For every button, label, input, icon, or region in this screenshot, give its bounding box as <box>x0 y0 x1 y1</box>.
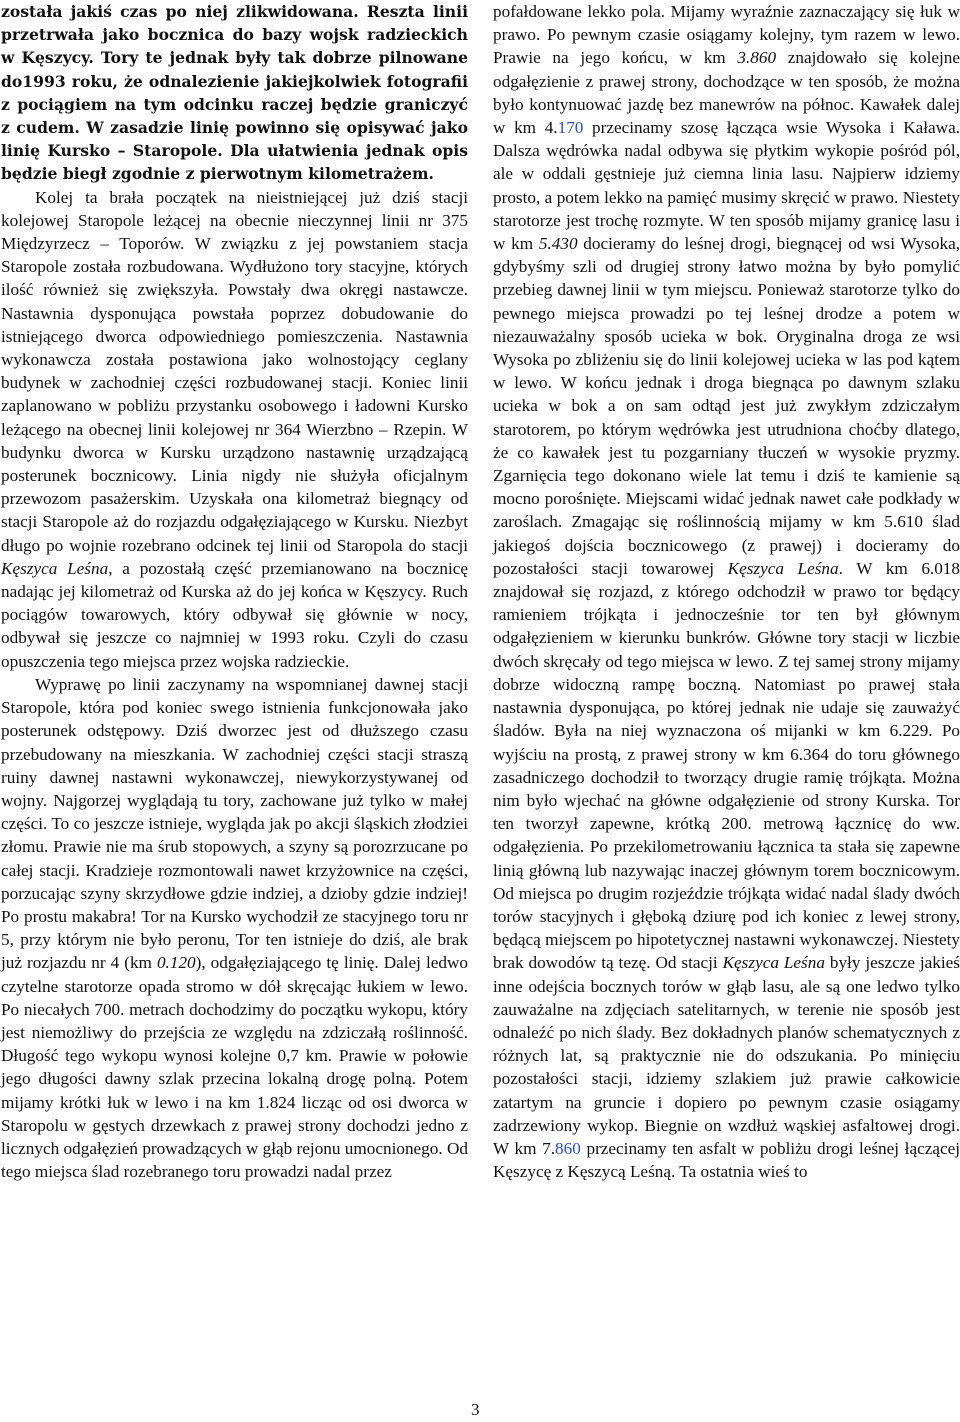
km-value-italic: 0.120 <box>156 953 196 973</box>
cont-text-e: . W km 6.018 znajdował się rozjazd, z którego odchodził w prawo tor będący ramieniem trójkąta i jednocześnie tor ten był głównym odgałęzieniem w kierunku bunkrów. Główne tory stacji w liczbie dwóch skręcały od tego miejsca w lewo. Z tej samej strony mijamy dobrze widoczną rampę boczną. Natomiast po prawej stała nastawnia dysponująca, po której jednak nie udaje się zauważyć śladów. Była na niej wyznaczona oś mijanki w km 6.229. Po wyjściu na prostą, z prawej strony w km 6.364 do toru głównego zasadniczego dochodził to tworzący drugie ramię trójkąta. Można nim było wjechać na główne odgałęzienie od strony Kurska. Tor ten tworzył zapewne, krótką 200. metrową łącznicę do ww. odgałęzienia. Po przekilometrowaniu łącznica ta stała się zapewne linią główną lub nazywając inaczej głównym torem bocznicowym. Od miejsca po drugim rozjeździe trójkąta widać nadal ślady dwóch torów stacyjnych i głęboką dziurę pod ich koniec z lewej strony, będącą miejscem po hipotetycznej nastawni wykonawczej. Niestety brak dowodów tą tezę. Od stacji <box>493 558 960 973</box>
history-paragraph <box>1 186 468 673</box>
cont-text-d: docieramy do leśnej drogi, biegnącej od wsi Wysoka, gdybyśmy szli od drugiej strony łatwo można by było pomylić przebieg dawnej linii w tym miejscu. Ponieważ starotorze tylko do pewnego miejsca prowadzi po tej leśnej drodze a potem w niezauważalny sposób ucieka w bok. Oryginalna droga ze wsi Wysoka po zbliżeniu się do linii kolejowej ucieka w las pod kątem w lewo. W końcu jednak i droga biegnąca po dawnym szlaku ucieka w bok a on sam odtąd jest już zwykłym zdziczałym starotorem, po którym wędrówka jest utrudniona choćby dlatego, że co kawałek jest tu pozgarniany tłuczeń w wysokie pryzmy. Zgarnięcia tego dokonano wiele lat temu i dziś te kamienie są mocno porośnięte. Miejscami widać jednak nawet całe podkłady w zaroślach. Zmagając się roślinnością mijamy w km 5.610 ślad jakiegoś dojścia bocznicowego (z prawej) i docieramy do pozostałości stacji towarowej <box>493 234 960 578</box>
km-4170-a: 4. <box>544 118 558 138</box>
cont-text-g: przecinamy ten asfalt w pobliżu drogi leśnej łączącej Kęszycę z Kęszycą Leśną. Ta ostatnia wieś to <box>493 1138 960 1182</box>
cont-text-c: przecinamy szosę łącząca wsie Wysoka i Kaława. Dalsza wędrówka nadal odbywa się płytkim wykopie pośród pól, ale w oddali gęstnieje już ciemna linia lasu. Najpierw idziemy prosto, a potem lekko na pamięć musimy skręcić w prawo. Niestety starotorze jest trochę rozmyte. W ten sposób mijamy granicę lasu i w km <box>493 118 960 254</box>
km-7860-b: 860 <box>555 1138 581 1158</box>
station-name-italic-2: Kęszyca Leśna <box>722 953 825 973</box>
km-4170-b: 170 <box>557 118 584 138</box>
continuation-paragraph <box>493 0 960 1183</box>
km-7860-a: 7. <box>542 1138 556 1158</box>
station-name-italic-1: Kęszyca Leśna <box>727 558 839 578</box>
km-5430: 5.430 <box>538 234 578 254</box>
cont-text-a: pofałdowane lekko pola. Mijamy wyraźnie zaznaczający się łuk w prawo. Po pewnym czasie osiągamy kolejny, tym razem w lewo. Prawie na jego końcu, w km <box>493 2 960 68</box>
route-paragraph <box>1 673 468 1183</box>
km-3860: 3.860 <box>737 48 777 68</box>
cont-text-b: znajdowało się kolejne odgałęzienie z prawej strony, dochodzące w ten sposób, że można było kontynuować jazdę bez manewrów na północ. Kawałek dalej w km <box>493 48 960 138</box>
intro-paragraph: została jakiś czas po niej zlikwidowana. Reszta linii przetrwała jako bocznica do bazy wojsk radzieckich w Kęszycy. Tory te jednak były tak dobrze pilnowane do1993 roku, że odnalezienie jakiejkolwiek fotografii z pociągiem na tym odcinku raczej będzie graniczyć z cudem. W zasadzie linię powinno się opisywać jako linię Kursko – Staropole. Dla ułatwienia jednak opis będzie biegł zgodnie z pierwotnym kilometrażem. <box>1 2 468 184</box>
station-name-italic: Kęszyca Leśna <box>1 558 109 578</box>
right-column <box>493 0 960 1183</box>
route-text-a: Wyprawę po linii zaczynamy na wspomnianej dawnej stacji Staropole, która pod koniec swego istnienia funkcjonowała jako posterunek odstępowy. Dziś dworzec jest od dłuższego czasu przebudowany na mieszkania. W zachodniej części stacji straszą ruiny dawnej nastawni wykonawczej, niewykorzystywanej od wojny. Najgorzej wyglądają tu tory, zachowane już tylko w małej części. To co jeszcze istnieje, wygląda jak po akcji śląskich złodziei złomu. Prawie nie ma śrub stopowych, a szyny są porozrzucane po całej stacji. Kradzieje rozmontowali nawet krzyżownice na części, porzucając szyny skrzydłowe gdzie indziej, a dzioby gdzie indziej! Po prostu makabra! Tor na Kursko wychodził ze stacyjnego toru nr 5, przy którym nie było peronu, Tor ten istnieje do dziś, ale brak już rozjazdu nr 4 (km <box>1 674 468 973</box>
history-text-a: Kolej ta brała początek na nieistniejącej już dziś stacji kolejowej Staropole leżącej na obecnie nieczynnej linii nr 375 Międzyrzecz – Toporów. W związku z jej powstaniem stacja Staropole została rozbudowana. Wydłużono tory stacyjne, których ilość również się zwiększyła. Powstały dwa okręgi nastawcze. Nastawnia dysponująca powstała poprzez dobudowanie do istniejącego dworca odpowiedniego pomieszczenia. Nastawnia wykonawcza została postawiona jako wolnostojący ceglany budynek w zachodniej części rozbudowanej stacji. Koniec linii zaplanowano w pobliżu przystanku osobowego i ładowni Kursko leżącego na obecnej linii kolejowej nr 364 Wierzbno – Rzepin. W budynku dworca w Kursku urządzono nastawnię urządzającą posterunek bocznicowy. Linia nigdy nie służyła oficjalnym przewozom pasażerskim. Uzyskała ona kilometraż biegnący od stacji Staropole aż do rozjazdu odgałęziającego w Kursku. Niezbyt długo po wojnie rozebrano odcinek tej linii od Staropola do stacji <box>1 187 468 555</box>
route-text-b: ), odgałęziającego tę linię. Dalej ledwo czytelne starotorze opada stromo w dół skręcając łukiem w lewo. Po niecałych 700. metrach dochodzimy do początku wykopu, który jest niemożliwy do przejścia ze względu na zdziczałą roślinność. Długość tego wykopu wynosi kolejne 0,7 km. Prawie w połowie jego długości dawny szlak przecina lokalną drogę polną. Potem mijamy krótki łuk w lewo i na km 1.824 licząc od osi dworca w Staropolu w gęstych drzewkach z prawej strony dochodzi jedno z licznych odgałęzień prowadzących w głąb rejonu umocnionego. Od tego miejsca ślad rozebranego toru prowadzi nadal przez <box>1 953 468 1182</box>
cont-text-f: były jeszcze jakieś inne odejścia bocznych torów w głąb lasu, ale są one ledwo tylko zauważalne na zdjęciach satelitarnych, w terenie nie sposób jest odnaleźć po nich ślady. Bez dokładnych planów schematycznych z różnych lat, są praktycznie nie do odszukania. Po minięciu pozostałości stacji, idziemy szlakiem już prawie całkowicie zatartym na gruncie i dopiero po pewnym czasie osiągamy zadrzewiony wykop. Biegnie on wzdłuż wąskiej asfaltowej drogi. W km <box>493 953 960 1158</box>
left-column <box>1 0 468 1183</box>
page-number: 3 <box>471 1400 480 1419</box>
history-text-b: , a pozostałą część przemianowano na bocznicę nadając jej kilometraż od Kurska aż do jej końca w Kęszycy. Ruch pociągów towarowych, który odbywał się głównie w nocy, odbywał się jeszcze co najmniej w 1993 roku. Czyli do czasu opuszczenia tego miejsca przez wojska radzieckie. <box>1 558 469 671</box>
